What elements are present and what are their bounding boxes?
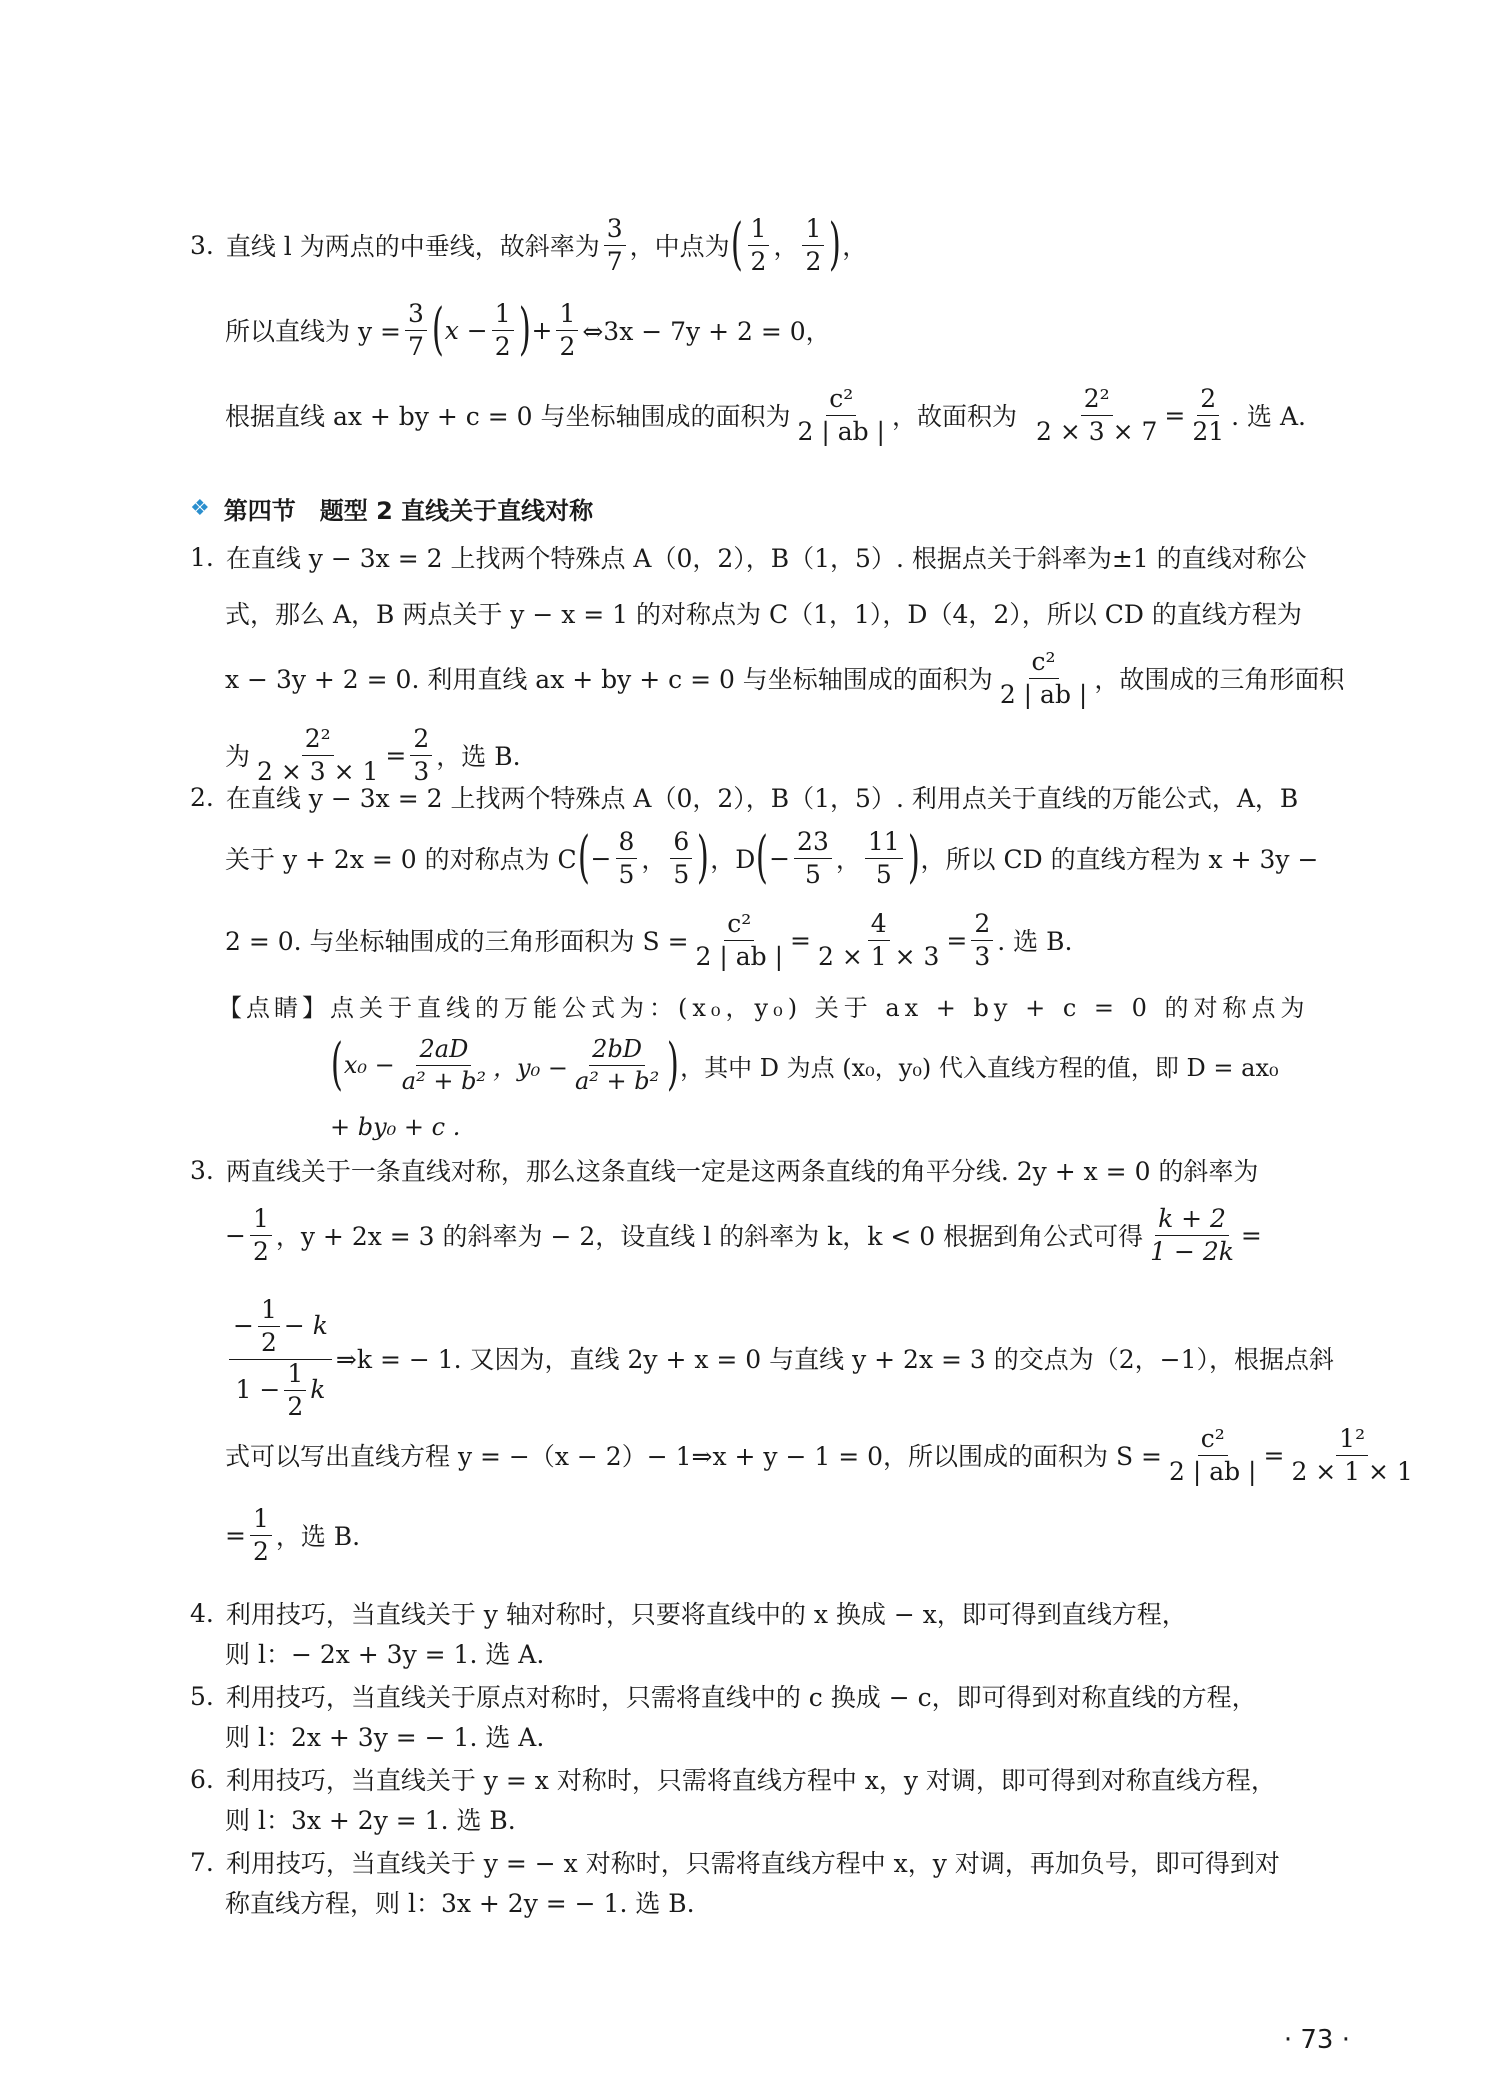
text: −: [225, 1220, 246, 1250]
item-number: 2.: [190, 782, 214, 812]
pre-item3-line3: [225, 385, 1306, 445]
fraction: $\frac{\text{c²}}{2 | ab |}$: [695, 908, 784, 971]
text: 根据直线 ax + by + c = 0 与坐标轴围成的面积为: [225, 402, 791, 431]
item-number: 6.: [190, 1764, 214, 1794]
item3-line4: [225, 1425, 1420, 1485]
pre-item3-line2: [225, 297, 831, 362]
pre-item3-line1: 3. 直线 l 为两点的中垂线，故斜率为 $\frac{3}{7}$ ，中点为 ( $\frac{1}{2}$ ， $\frac{1}{2}$ ) ，: [190, 212, 868, 277]
text: 则 l：3x + 2y = 1. 选 B.: [225, 1806, 516, 1835]
text: =: [1240, 1220, 1262, 1250]
page-number: · 73 ·: [1283, 2025, 1350, 2055]
text: x − 3y + 2 = 0. 利用直线 ax + by + c = 0 与坐标轴围成的面积为: [225, 665, 993, 694]
text: +: [531, 315, 553, 345]
text: 所以直线为 y =: [225, 317, 401, 346]
text: =: [1263, 1440, 1285, 1470]
item7-line2: [225, 1872, 695, 1932]
fraction: $\frac{3}{7}$: [604, 215, 626, 276]
item2-line2: 关于 y + 2x = 0 的对称点为 C ( − $\frac{8}{5}$ ， $\frac{6}{5}$ ) ，D ( − $\frac{23}{5}$ ， $\frac{11}{5}$ ) ，所以 CD 的直线方程为 x + 3y −: [225, 825, 1319, 890]
text: 两直线关于一条直线对称，那么这条直线一定是这两条直线的角平分线. 2y + x = 0 的斜率为: [225, 1157, 1259, 1186]
text: ，所以 CD 的直线方程为 x + 3y −: [920, 845, 1319, 874]
item-number: 7.: [190, 1847, 214, 1877]
fraction: $\frac{\text{2²}}{2 \times 3 \times 7}$: [1035, 383, 1158, 446]
text: ，选 B.: [436, 742, 521, 771]
fraction: $\frac{\text{c²}}{2 | ab |}$: [1168, 1423, 1257, 1486]
fraction: $\frac{6}{5}$: [670, 828, 692, 889]
text: 在直线 y − 3x = 2 上找两个特殊点 A（0，2），B（1，5）. 利用点关于直线的万能公式，A，B: [225, 784, 1299, 813]
fraction: $\frac{2}{21}$: [1192, 383, 1225, 446]
text: ，: [842, 232, 868, 261]
text: ，其中 D 为点 (x₀，y₀) 代入直线方程的值，即 D = ax₀: [680, 1053, 1279, 1082]
diamond-icon: ❖: [190, 495, 210, 521]
text: 则 l：− 2x + 3y = 1. 选 A.: [225, 1640, 545, 1669]
text: . 选 B.: [997, 927, 1073, 956]
fraction: $\frac{\text{2²}}{2 \times 3 \times 1}$: [257, 723, 379, 786]
text: . 选 A.: [1231, 402, 1306, 431]
fraction: $\frac{1}{2}$: [250, 1205, 272, 1266]
text: =: [385, 740, 407, 770]
text: 利用技巧，当直线关于 y 轴对称时，只要将直线中的 x 换成 − x，即可得到直线方程，: [225, 1600, 1187, 1629]
fraction: $\frac{2bD}{\text{a² + b²}}$: [574, 1034, 660, 1095]
text: ，选 B.: [275, 1522, 361, 1551]
item-number: 5.: [190, 1681, 214, 1711]
text: 利用技巧，当直线关于 y = − x 对称时，只需将直线方程中 x，y 对调，再加负号，即可得到对: [225, 1849, 1280, 1878]
item-number: 3.: [190, 230, 214, 260]
item-number: 3.: [190, 1155, 214, 1185]
fraction: $\frac{1}{2}$: [250, 1505, 272, 1566]
text: 直线 l 为两点的中垂线，故斜率为: [225, 232, 600, 261]
fraction: $\frac{23}{5}$: [794, 828, 832, 889]
item1-line3: [225, 648, 1344, 708]
text: 为: [225, 742, 251, 771]
text: 2 = 0. 与坐标轴围成的三角形面积为 S =: [225, 927, 689, 956]
item3-line3: [225, 1294, 1335, 1421]
item3-line5: [225, 1505, 360, 1565]
item2-line3: [225, 910, 1072, 970]
text: 利用技巧，当直线关于原点对称时，只需将直线中的 c 换成 − c，即可得到对称直线的方程，: [225, 1683, 1257, 1712]
section-heading: [190, 490, 593, 526]
compound-fraction: − $\frac{1}{2}$ − k 1 − $\frac{1}{2}$ k: [229, 1296, 332, 1421]
fraction: $\frac{\text{c²}}{2 | ab |}$: [797, 383, 885, 446]
paren: ): [829, 212, 842, 277]
text: =: [1164, 400, 1186, 430]
item4-line1: [0, 1583, 1187, 1643]
text: 关于 y + 2x = 0 的对称点为 C: [225, 845, 577, 874]
fraction: $\frac{k + 2}{1 - 2k}$: [1150, 1203, 1234, 1266]
paren: ): [518, 297, 531, 362]
text: ，中点为: [629, 232, 730, 261]
item3-line1: [0, 1140, 1258, 1200]
text: 利用技巧，当直线关于 y = x 对称时，只需将直线方程中 x，y 对调，即可得到对称直线方程，: [225, 1766, 1276, 1795]
item-number: 4.: [190, 1598, 214, 1628]
item3-line2: [225, 1205, 1262, 1265]
text: =: [946, 925, 968, 955]
paren: (: [730, 212, 743, 277]
text: x₀ −: [343, 1051, 395, 1079]
fraction: $\frac{1}{2}$: [802, 215, 824, 276]
text: x −: [444, 315, 488, 345]
text: ，故围成的三角形面积: [1094, 665, 1345, 694]
text: 式，那么 A，B 两点关于 y − x = 1 的对称点为 C（1，1），D（4，2），所以 CD 的直线方程为: [225, 600, 1302, 629]
text: ⇒k = − 1. 又因为，直线 2y + x = 0 与直线 y + 2x = 3 的交点为（2，−1），根据点斜: [335, 1345, 1335, 1374]
item-number: 1.: [190, 542, 214, 572]
text: 在直线 y − 3x = 2 上找两个特殊点 A（0，2），B（1，5）. 根据点关于斜率为±1 的直线对称公: [225, 544, 1307, 573]
text: ，D: [710, 845, 756, 874]
section-title: 第四节 题型 2 直线关于直线对称: [223, 496, 594, 525]
tip-label: 【点睛】: [218, 993, 330, 1022]
text: ，故面积为: [891, 402, 1017, 431]
fraction: $\frac{4}{2 \times 1 \times 3}$: [817, 908, 940, 971]
fraction: $\frac{\text{c²}}{2 | ab |}$: [999, 646, 1088, 709]
tip-line1: [218, 975, 1310, 1035]
item2-line1: [0, 767, 1298, 827]
fraction: $\frac{1}{2}$: [492, 300, 514, 361]
paren: (: [431, 297, 444, 362]
tip-line2: ( x₀ − $\frac{2aD}{\text{a² + b²}}$ ，y₀ − $\frac{2bD}{\text{a² + b²}}$ ) ，其中 D 为点 (x₀，y₀) 代入直线方程的值，即 D = ax₀: [330, 1032, 1279, 1097]
item5-line1: [0, 1666, 1257, 1726]
text: 点关于直线的万能公式为：(x₀，y₀) 关于 ax + by + c = 0 的对称点为: [330, 993, 1310, 1022]
fraction: $\frac{2}{3}$: [971, 910, 993, 971]
fraction: $\frac{8}{5}$: [616, 828, 638, 889]
fraction: $\frac{11}{5}$: [865, 828, 903, 889]
text: =: [790, 925, 811, 955]
item1-line2: [225, 583, 1302, 643]
fraction: $\frac{3}{7}$: [405, 300, 427, 361]
item1-line1: [0, 527, 1307, 587]
fraction: $\frac{2}{3}$: [410, 725, 432, 786]
text: + by₀ + c .: [330, 1113, 461, 1141]
fraction: $\frac{\text{1²}}{2 \times 1 \times 1}$: [1291, 1423, 1413, 1486]
fraction: $\frac{2aD}{\text{a² + b²}}$: [401, 1034, 487, 1095]
fraction: $\frac{1}{2}$: [556, 300, 578, 361]
text: 式可以写出直线方程 y = −（x − 2）− 1⇒x + y − 1 = 0，所以围成的面积为 S =: [225, 1442, 1162, 1471]
text: 则 l：2x + 3y = − 1. 选 A.: [225, 1723, 545, 1752]
text: 称直线方程，则 l：3x + 2y = − 1. 选 B.: [225, 1889, 695, 1918]
fraction: $\frac{1}{2}$: [748, 215, 770, 276]
text: ，y₀ −: [493, 1053, 568, 1082]
text: ，y + 2x = 3 的斜率为 − 2，设直线 l 的斜率为 k，k < 0 根据到角公式可得: [275, 1222, 1144, 1251]
item6-line1: [0, 1749, 1276, 1809]
text: ⇔3x − 7y + 2 = 0，: [582, 317, 831, 346]
text: =: [225, 1520, 246, 1550]
